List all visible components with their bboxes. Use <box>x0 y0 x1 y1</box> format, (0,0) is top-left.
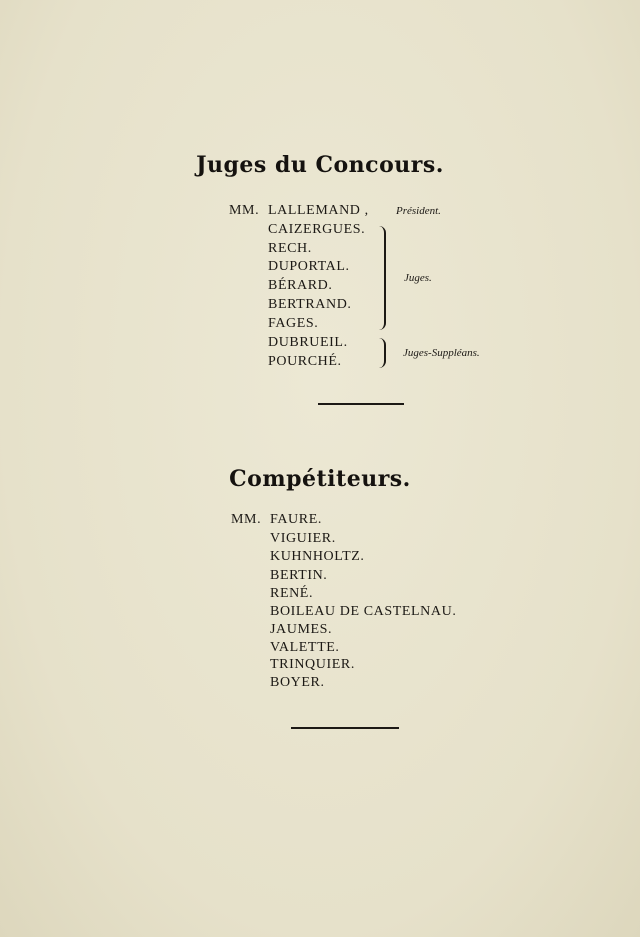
competitors-honorific: MM. <box>231 512 262 527</box>
judges-heading: Juges du Concours. <box>196 152 444 178</box>
competitor-name: VIGUIER. <box>270 531 336 546</box>
president-name: LALLEMAND , <box>268 203 369 218</box>
judge-name: BERTRAND. <box>268 297 352 312</box>
judge-name: FAGES. <box>268 316 319 331</box>
competitor-name: JAUMES. <box>270 622 333 637</box>
suppleants-brace <box>378 338 386 368</box>
competitor-name: BOILEAU DE CASTELNAU. <box>270 604 457 619</box>
suppleant-name: POURCHÉ. <box>268 354 342 369</box>
competitor-name: FAURE. <box>270 512 322 527</box>
president-role: Président. <box>396 205 441 217</box>
competitor-name: BERTIN. <box>270 568 328 583</box>
competitor-name: RENÉ. <box>270 586 314 601</box>
suppleants-label: Juges-Suppléans. <box>403 347 480 359</box>
judge-name: BÉRARD. <box>268 278 333 293</box>
end-divider <box>291 727 399 729</box>
judges-brace <box>378 226 386 330</box>
judges-label: Juges. <box>404 272 432 284</box>
suppleant-name: DUBRUEIL. <box>268 335 348 350</box>
competitor-name: KUHNHOLTZ. <box>270 549 365 564</box>
judge-name: DUPORTAL. <box>268 259 350 274</box>
competitor-name: VALETTE. <box>270 640 340 655</box>
section-divider <box>318 403 404 405</box>
judges-honorific: MM. <box>229 203 260 218</box>
competitors-heading: Compétiteurs. <box>229 466 411 492</box>
judge-name: CAIZERGUES. <box>268 222 366 237</box>
competitor-name: TRINQUIER. <box>270 657 355 672</box>
judge-name: RECH. <box>268 241 312 256</box>
competitor-name: BOYER. <box>270 675 325 690</box>
